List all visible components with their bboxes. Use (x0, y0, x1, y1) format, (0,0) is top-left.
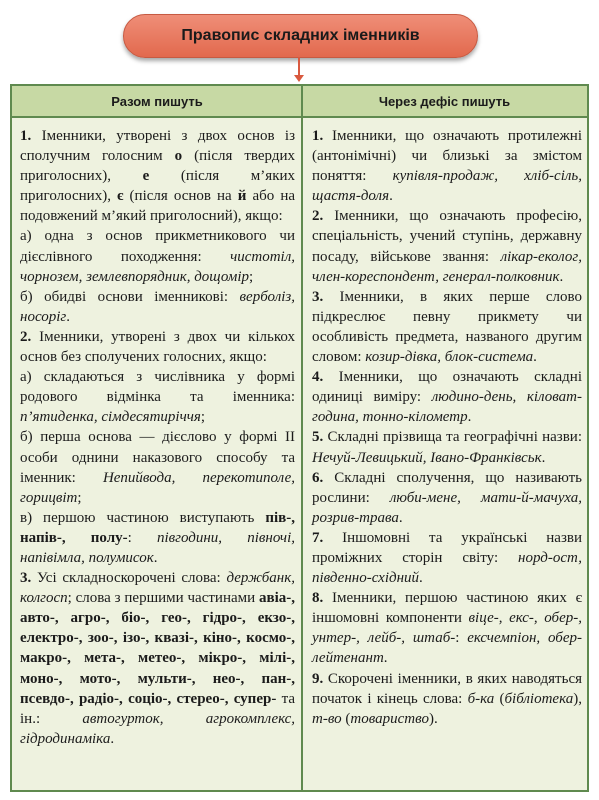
rule-text: Іменники, що означають протилежні (антонімічні) чи близькі за змістом поняття: (312, 128, 582, 185)
right-rule-4 (312, 367, 582, 427)
right-column (303, 118, 587, 790)
example-words: Непийвода, перекотиполе, горицвіт (20, 469, 295, 506)
example-words: Нечуй-Левицький, Івано-Франківськ (312, 449, 542, 466)
right-column-header: Через дефіс пишуть (302, 86, 587, 118)
subrule-text: в) першою частиною виступають (20, 509, 266, 526)
page-title: Правопис складних іменників (123, 14, 478, 58)
example-words: п’ятиденка, сімдесятиріччя (20, 409, 201, 426)
punct: . (541, 449, 546, 466)
rule-text: Іменники, що означають складні одиниці виміру: (312, 369, 582, 406)
rule-text: та ін.: (20, 690, 295, 727)
example-words: товариство (350, 710, 429, 727)
rule-text: Іменники, утворені з двох основ із сполучним голосним (20, 128, 296, 165)
rule-text: Складні сполучення, що називають рослини: (312, 469, 583, 506)
rule-number: 3. (312, 288, 324, 305)
rule-number: 5. (312, 429, 324, 446)
right-rule-5 (312, 427, 582, 467)
rule-text: ; слова з першими частинами (67, 590, 259, 607)
rule-number: 6. (312, 469, 324, 486)
example-words: людино-день, кіловат-година, тонно-кілометр (312, 389, 582, 426)
punct: ), (573, 690, 582, 707)
bold-letter: о (174, 148, 183, 165)
example-words: півгодини, півночі, напівімла, полумисок (20, 529, 296, 566)
rule-text: (після твердих приголосних), (20, 148, 295, 185)
punct: . (419, 570, 423, 587)
example-words: ексчемпіон, обер-лейтенант (312, 630, 582, 667)
rule-number: 1. (20, 128, 32, 144)
example-words: чистотіл, чорнозем, землевпорядник, дощомір (20, 248, 295, 285)
punct: : (455, 630, 468, 647)
bold-prefixes: пів-, напів-, полу- (20, 509, 295, 546)
rule-text: (після м’яких приголосних), (20, 168, 296, 205)
punct: ( (341, 710, 351, 727)
left-rule-2 (20, 327, 295, 568)
title-connector-line (298, 57, 300, 77)
right-rule-7 (312, 528, 582, 588)
left-rule-3 (20, 568, 295, 749)
punct: . (389, 188, 393, 205)
punct: . (533, 349, 537, 366)
rule-number: 7. (312, 529, 324, 546)
bold-prefixes: авіа-, авто-, агро-, біо-, гео-, гідро-, екзо-, електро-, зоо-, ізо-, квазі-, кіно-, космо-, макро-, мета-, метео-, мікро-, мілі-, моно-, мото-, мульти-, нео-, пан-, псевдо-, радіо-, соціо-, стерео-, супер- (20, 590, 295, 707)
punct: ( (494, 690, 505, 707)
punct: ; (77, 489, 82, 506)
rule-text: Складні прізвища та географічні назви: (327, 429, 582, 446)
punct: . (66, 308, 70, 325)
punct: . (559, 268, 564, 285)
example-words: верболіз, носоріг (20, 288, 295, 325)
rule-number: 9. (312, 670, 324, 687)
rule-number: 8. (312, 590, 324, 607)
right-rule-8 (312, 588, 582, 668)
example-words: купівля-продаж, хліб-сіль, щастя-доля (312, 168, 582, 205)
punct: . (467, 409, 472, 426)
example-words: бібліотека (504, 690, 574, 707)
example-words: автогурток, агрокомплекс, гідродинаміка (20, 710, 295, 747)
bold-letter: є (117, 188, 124, 205)
example-words: люби-мене, мати-й-мачуха, розрив-трава (312, 489, 582, 526)
right-rule-3 (312, 287, 582, 367)
punct: . (110, 730, 115, 747)
example-words: віце-, екс-, обер-, унтер-, лейб-, штаб- (312, 610, 582, 647)
punct: . (153, 549, 158, 566)
subrule-text: а) складаються з числівника у формі родового відмінка та іменника: (20, 369, 295, 406)
rule-text: Усі складноскорочені слова: (36, 570, 227, 587)
subrule-text: б) обидві основи іменникові: (20, 288, 240, 305)
punct: : (127, 529, 157, 546)
punct: ). (428, 710, 438, 727)
right-rule-2 (312, 206, 582, 286)
subrule-text: а) одна з основ прикметникового чи дієслівного походження: (20, 228, 295, 265)
rule-text: Іменники, що означають професію, спеціальність, учений ступінь, державну посаду, військове звання: (312, 208, 582, 265)
punct: . (398, 509, 403, 526)
left-rule-1 (20, 126, 295, 327)
example-words: лікар-еколог, член-кореспондент, генерал-полковник (312, 248, 582, 285)
rule-number: 2. (312, 208, 324, 225)
rule-text: Іменники, в яких перше слово підкреслює певну прикмету чи особливість предмета, названого другим словом: (312, 288, 583, 366)
punct: . (383, 650, 388, 667)
left-column-header: Разом пишуть (12, 86, 302, 118)
rule-text: Іншомовні та українські назви проміжних сторін світу: (312, 529, 582, 566)
right-rule-1 (312, 126, 582, 206)
example-words: т-во (312, 710, 342, 727)
rules-table (10, 84, 589, 792)
rule-text: (після основ на (123, 188, 238, 205)
bold-letter: е (142, 168, 150, 185)
left-column (12, 118, 301, 790)
rule-text: або на подовжений м’який приголосний), якщо: (20, 188, 295, 225)
rule-text: Іменники, утворені з двох чи кількох основ без сполучених голосних, якщо: (20, 328, 296, 366)
right-rule-6 (312, 468, 582, 528)
rule-number: 3. (20, 570, 32, 587)
punct: ; (200, 409, 206, 426)
punct: ; (248, 268, 254, 285)
bold-letter: й (237, 188, 247, 205)
example-words: б-ка (467, 690, 495, 707)
example-words: держбанк, колгосп (20, 570, 295, 607)
arrow-down-icon (294, 75, 304, 82)
example-words: козир-дівка, блок-система (365, 349, 534, 366)
subrule-text: б) перша основа — дієслово у формі ІІ особи однини наказового способу та іменник: (20, 429, 295, 486)
example-words: норд-ост, південно-східний (312, 549, 582, 587)
rule-text: Скорочені іменники, в яких наводяться початок і кінець слова: (312, 670, 582, 707)
rule-number: 2. (20, 328, 32, 345)
rule-number: 1. (312, 128, 324, 144)
right-rule-9 (312, 669, 582, 729)
rule-text: Іменники, першою частиною яких є іншомовні компоненти (312, 590, 583, 627)
rule-number: 4. (312, 369, 324, 386)
